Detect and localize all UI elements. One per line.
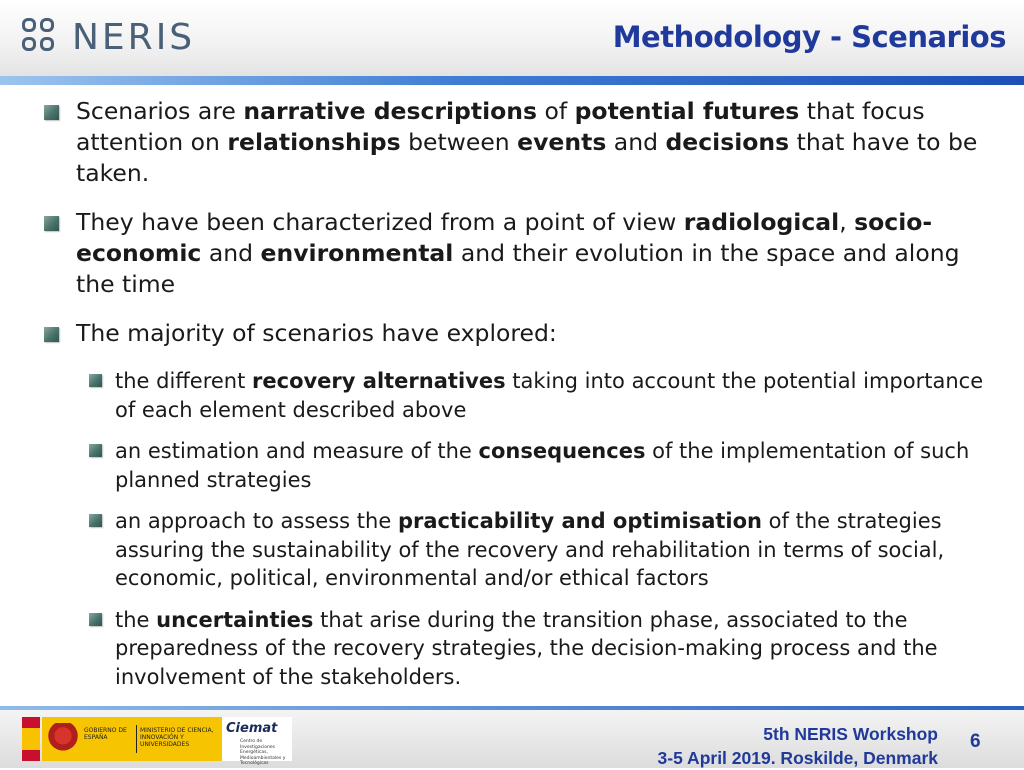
bullet-text bbox=[76, 318, 1004, 349]
text-segment: and bbox=[606, 128, 666, 156]
text-segment: , bbox=[839, 208, 855, 236]
slide-content bbox=[44, 96, 1004, 704]
bullet-text bbox=[115, 367, 1004, 424]
slide-header bbox=[0, 0, 1024, 78]
neris-logo bbox=[22, 18, 195, 58]
text-segment: between bbox=[400, 128, 518, 156]
bullet-item bbox=[44, 207, 1004, 300]
slide-title: Methodology - Scenarios bbox=[612, 20, 1006, 54]
bold-term: environmental bbox=[260, 239, 454, 267]
text-segment: an estimation and measure of the bbox=[115, 439, 479, 463]
bold-term: consequences bbox=[478, 439, 646, 463]
text-segment: that arise during the transition phase, associated to the preparedness of the recovery strategies, the decision-making process and the involvement of the stakeholders. bbox=[115, 607, 938, 689]
bullet-list bbox=[44, 96, 1004, 349]
bullet-item bbox=[44, 318, 1004, 349]
bold-term: events bbox=[517, 128, 607, 156]
bold-term: narrative descriptions bbox=[243, 97, 538, 125]
text-segment: of the implementation of such planned strategies bbox=[115, 439, 970, 492]
bold-term: uncertainties bbox=[156, 607, 314, 632]
logo-text: NERIS bbox=[72, 17, 196, 58]
sub-bullet-item bbox=[89, 437, 1004, 494]
sub-bullet-list bbox=[44, 367, 1004, 691]
gov-line1: GOBIERNO DE ESPAÑA bbox=[84, 727, 127, 741]
bold-term: recovery alternatives bbox=[252, 369, 506, 393]
bullet-square-icon bbox=[44, 216, 59, 231]
text-segment: of bbox=[537, 97, 575, 125]
bullet-text bbox=[115, 606, 1004, 692]
text-segment: that have to be taken. bbox=[76, 128, 978, 187]
text-segment: an approach to assess the bbox=[115, 509, 398, 533]
sub-bullet-item bbox=[89, 367, 1004, 424]
text-segment: that focus attention on bbox=[76, 97, 925, 156]
ciemat-name: Ciemat bbox=[226, 721, 278, 736]
bullet-square-icon bbox=[44, 105, 59, 120]
header-accent-bar bbox=[0, 76, 1024, 85]
bold-term: potential futures bbox=[574, 97, 800, 125]
bold-term: practicability and optimisation bbox=[397, 509, 762, 533]
text-segment: and their evolution in the space and along the time bbox=[76, 239, 960, 298]
bullet-item bbox=[44, 96, 1004, 189]
bold-term: radiological bbox=[683, 208, 840, 236]
bullet-text bbox=[115, 437, 1004, 494]
text-segment: The majority of scenarios have explored: bbox=[76, 319, 557, 347]
workshop-name: 5th NERIS Workshop bbox=[763, 724, 938, 744]
workshop-date-location: 3-5 April 2019. Roskilde, Denmark bbox=[657, 748, 938, 768]
sub-bullet-item bbox=[89, 606, 1004, 692]
government-logo bbox=[42, 717, 222, 761]
bullet-square-icon bbox=[89, 514, 102, 527]
bullet-text bbox=[76, 207, 1004, 300]
bold-term: socio-economic bbox=[76, 208, 933, 267]
bold-term: relationships bbox=[227, 128, 401, 156]
gov-line2: MINISTERIO DE CIENCIA, INNOVACIÓN Y UNIVERSIDADES bbox=[140, 727, 214, 748]
bullet-text bbox=[76, 96, 1004, 189]
text-segment: taking into account the potential importance of each element described above bbox=[115, 369, 984, 422]
bullet-square-icon bbox=[89, 444, 102, 457]
text-segment: of the strategies assuring the sustainability of the recovery and rehabilitation in terms of social, economic, political, environmental and/or ethical factors bbox=[115, 509, 945, 590]
text-segment: They have been characterized from a point of view bbox=[76, 208, 684, 236]
ciemat-logo bbox=[222, 717, 292, 766]
bold-term: decisions bbox=[665, 128, 790, 156]
logo-separator bbox=[136, 725, 137, 753]
bullet-text bbox=[115, 507, 1004, 593]
text-segment: and bbox=[201, 239, 261, 267]
spain-flag-icon bbox=[22, 717, 40, 761]
page-number: 6 bbox=[970, 731, 981, 752]
sub-bullet-item bbox=[89, 507, 1004, 593]
bullet-square-icon bbox=[44, 327, 59, 342]
workshop-info bbox=[658, 722, 938, 770]
text-segment: Scenarios are bbox=[76, 97, 244, 125]
coat-of-arms-icon bbox=[48, 723, 78, 755]
text-segment: the different bbox=[115, 369, 253, 393]
neris-logo-icon bbox=[22, 18, 64, 58]
bullet-square-icon bbox=[89, 374, 102, 387]
bullet-square-icon bbox=[89, 613, 102, 626]
ciemat-subtitle: Centro de Investigaciones Energéticas, Medioambientales y Tecnológicas bbox=[240, 739, 286, 766]
text-segment: the bbox=[115, 607, 157, 632]
